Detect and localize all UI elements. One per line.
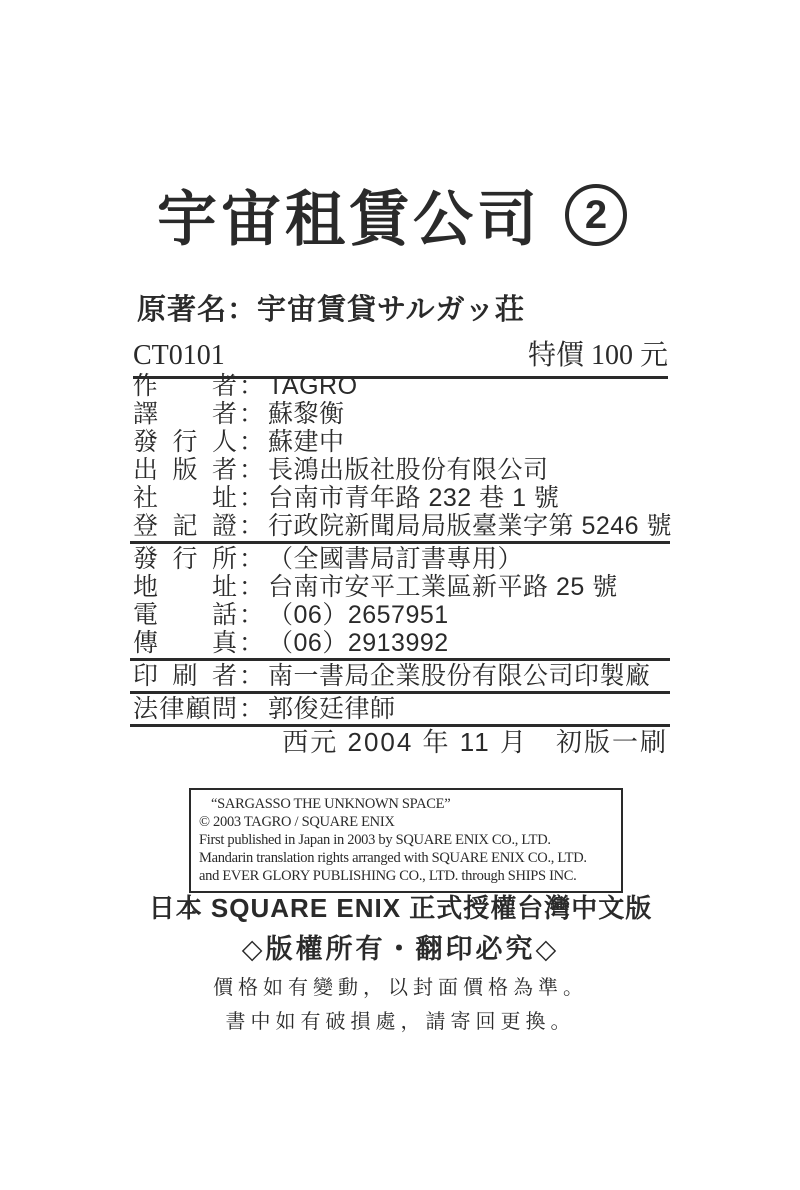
- divider: [130, 541, 670, 544]
- footer-block: [133, 888, 668, 1034]
- row-colon: ：: [239, 428, 265, 456]
- colophon-row: [133, 400, 668, 428]
- row-value: （06）2913992: [268, 629, 449, 657]
- row-value: 台南市安平工業區新平路 25 號: [268, 573, 618, 601]
- row-label: 出 版 者: [133, 456, 237, 484]
- row-colon: ：: [239, 601, 265, 629]
- original-title-line: 原著名：宇宙賃貸サルガッ荘: [137, 294, 525, 326]
- row-colon: ：: [239, 573, 265, 601]
- damage-note: 書中如有破損處，請寄回更換。: [225, 1011, 576, 1033]
- colophon-row: [133, 629, 668, 657]
- license-line: Mandarin translation rights arranged with SQUARE ENIX CO., LTD.: [199, 850, 587, 866]
- license-line: © 2003 TAGRO / SQUARE ENIX: [199, 814, 395, 830]
- row-label: 作 者: [133, 372, 237, 400]
- authorization-line: 日本 SQUARE ENIX 正式授權台灣中文版: [148, 893, 653, 923]
- price-note: 價格如有變動，以封面價格為準。: [213, 977, 588, 999]
- row-value: （06）2657951: [268, 601, 449, 629]
- divider: [130, 691, 670, 694]
- row-colon: ：: [239, 545, 265, 573]
- row-label: 譯 者: [133, 400, 237, 428]
- row-colon: ：: [239, 662, 265, 690]
- row-value: 南一書局企業股份有限公司印製廠: [268, 662, 651, 690]
- divider: [130, 658, 670, 661]
- row-colon: ：: [239, 629, 265, 657]
- colophon-row: [133, 545, 668, 573]
- book-title: 宇宙租賃公司: [157, 186, 541, 253]
- colophon-row: [133, 695, 668, 723]
- colophon-row: [133, 512, 673, 540]
- row-colon: ：: [239, 695, 265, 723]
- row-colon: ：: [239, 372, 265, 400]
- colophon-row: [133, 573, 668, 601]
- row-value: 蘇建中: [268, 428, 345, 456]
- row-colon: ：: [239, 400, 265, 428]
- volume-badge: 2: [565, 184, 627, 246]
- license-line: and EVER GLORY PUBLISHING CO., LTD. through SHIPS INC.: [199, 868, 577, 884]
- row-label: 法 律 顧 問: [133, 695, 237, 723]
- row-colon: ：: [239, 484, 265, 512]
- row-value: 郭俊廷律師: [268, 695, 396, 723]
- row-colon: ：: [239, 456, 265, 484]
- rights-line: ◇版權所有・翻印必究◇: [241, 934, 560, 964]
- row-label: 印 刷 者: [133, 662, 237, 690]
- row-colon: ：: [239, 512, 265, 540]
- product-code: CT0101: [133, 340, 225, 371]
- row-value: 行政院新聞局局版臺業字第 5246 號: [268, 512, 673, 540]
- colophon-table: [133, 372, 673, 728]
- colophon-row: [133, 456, 668, 484]
- colophon-row: [133, 662, 668, 690]
- row-label: 地 址: [133, 573, 237, 601]
- book-title-block: [157, 172, 692, 258]
- license-box: [189, 788, 623, 893]
- edition-line: 西元 2004 年 11 月 初版一刷: [282, 727, 668, 757]
- colophon-row: [133, 428, 668, 456]
- row-label: 發 行 所: [133, 545, 237, 573]
- license-line: “SARGASSO THE UNKNOWN SPACE”: [211, 796, 451, 812]
- row-label: 傳 真: [133, 629, 237, 657]
- colophon-row: [133, 372, 668, 400]
- license-line: First published in Japan in 2003 by SQUARE ENIX CO., LTD.: [199, 832, 551, 848]
- row-value: TAGRO: [268, 372, 358, 400]
- row-label: 電 話: [133, 601, 237, 629]
- row-label: 發 行 人: [133, 428, 237, 456]
- row-value: （全國書局訂書專用）: [268, 545, 524, 573]
- row-label: 登 記 證: [133, 512, 237, 540]
- colophon-row: [133, 601, 668, 629]
- row-label: 社 址: [133, 484, 237, 512]
- row-value: 台南市青年路 232 巷 1 號: [268, 484, 560, 512]
- row-value: 長鴻出版社股份有限公司: [268, 456, 549, 484]
- row-value: 蘇黎衡: [268, 400, 345, 428]
- price-label: 特價 100 元: [527, 340, 668, 371]
- colophon-row: [133, 484, 668, 512]
